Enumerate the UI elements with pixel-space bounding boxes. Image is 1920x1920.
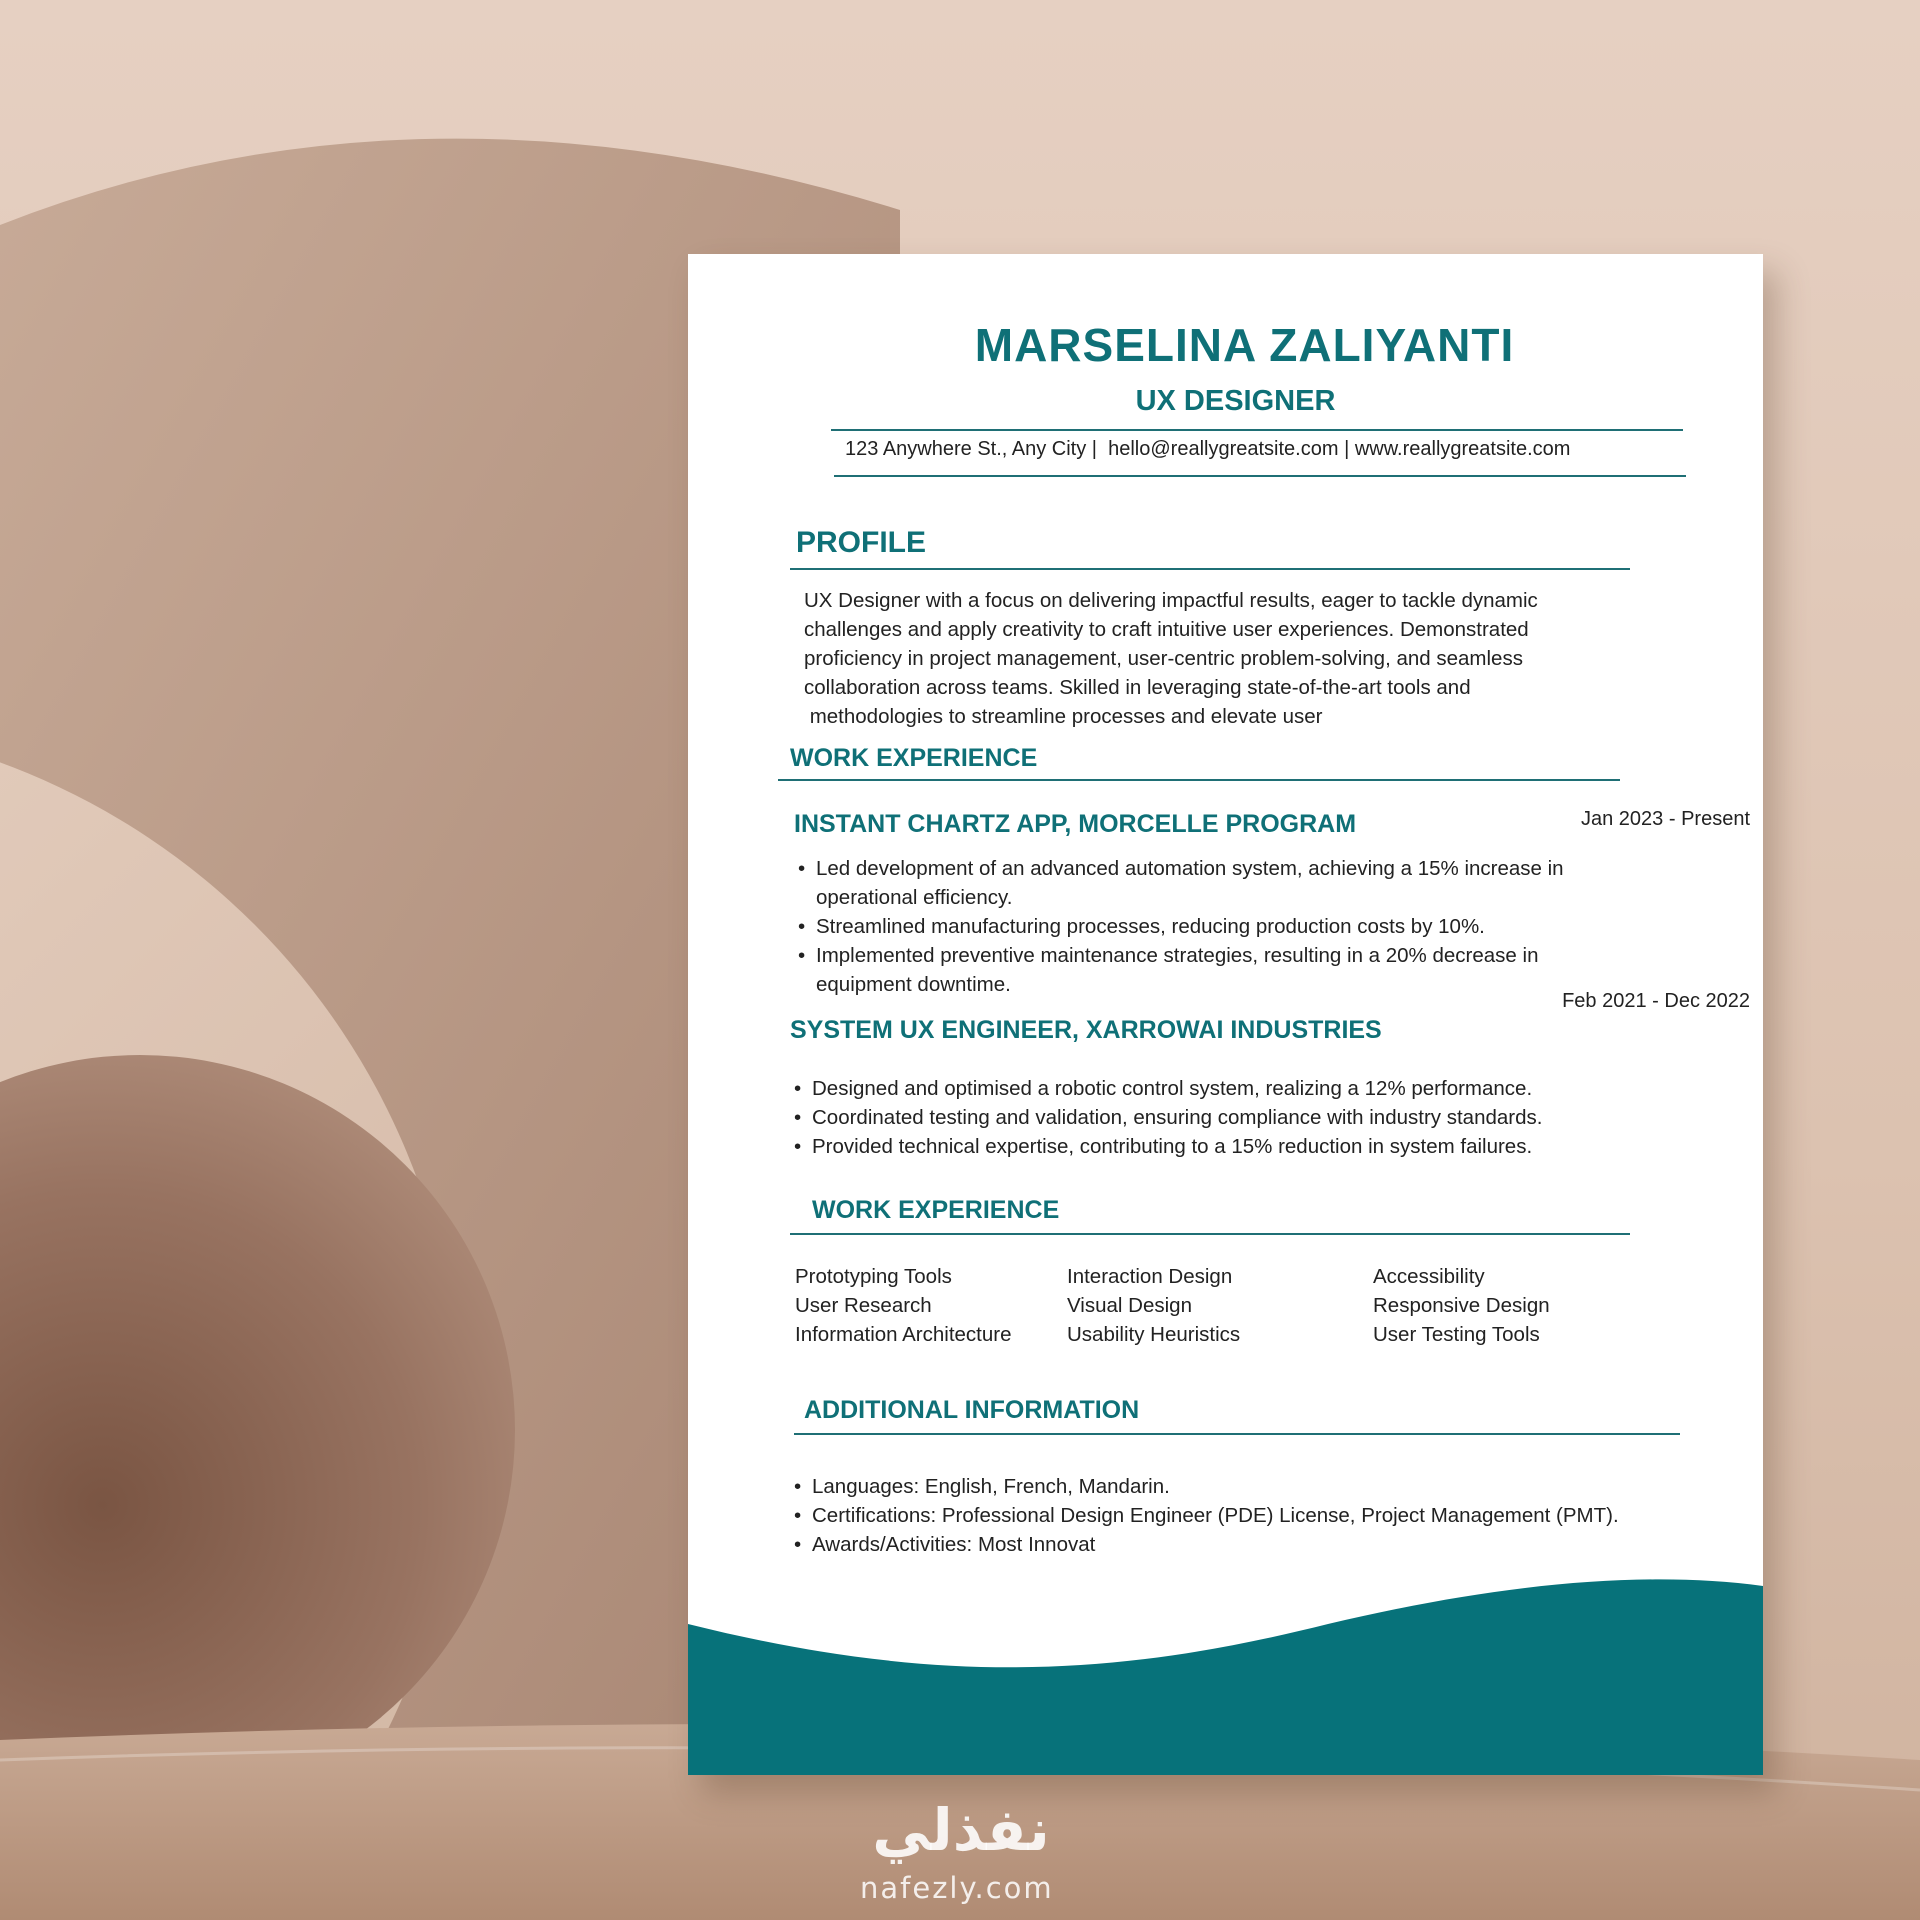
contact-top-divider — [831, 429, 1683, 431]
additional-divider — [794, 1433, 1680, 1435]
additional-bullet: • Certifications: Professional Design Engineer (PDE) License, Project Management (PMT). — [794, 1501, 1619, 1530]
additional-bullets — [794, 1472, 1619, 1559]
contact-bottom-divider — [834, 475, 1686, 477]
skill-item: Visual Design — [1067, 1294, 1192, 1317]
skill-item: User Research — [795, 1294, 932, 1317]
job-date: Feb 2021 - Dec 2022 — [1562, 990, 1750, 1012]
skill-item: Responsive Design — [1373, 1294, 1550, 1317]
watermark-logo — [852, 1795, 1070, 1865]
job-date: Jan 2023 - Present — [1581, 808, 1750, 830]
skill-item: Prototyping Tools — [795, 1265, 952, 1288]
job-bullets — [798, 854, 1564, 999]
resume-role: UX DESIGNER — [1135, 385, 1336, 417]
experience-heading: WORK EXPERIENCE — [790, 744, 1038, 772]
profile-line: proficiency in project management, user-centric problem-solving, and seamless — [804, 647, 1523, 670]
watermark-text: nafezly.com — [860, 1871, 1054, 1905]
job-bullets — [794, 1074, 1542, 1161]
svg-text:نفذلي: نفذلي — [872, 1796, 1050, 1864]
additional-bullet: • Languages: English, French, Mandarin. — [794, 1472, 1619, 1501]
skill-item: User Testing Tools — [1373, 1323, 1540, 1346]
skills-column — [1373, 1262, 1550, 1349]
resume-name: MARSELINA ZALIYANTI — [974, 319, 1515, 371]
job-bullet: • Provided technical expertise, contributing to a 15% reduction in system failures. — [794, 1132, 1542, 1161]
skill-item: Accessibility — [1373, 1265, 1485, 1288]
skills-heading: WORK EXPERIENCE — [812, 1196, 1060, 1224]
job-bullet: • Designed and optimised a robotic control system, realizing a 12% performance. — [794, 1074, 1542, 1103]
skills-column — [1067, 1262, 1240, 1349]
additional-bullet: • Awards/Activities: Most Innovat — [794, 1530, 1619, 1559]
skill-item: Usability Heuristics — [1067, 1323, 1241, 1346]
contact-line: 123 Anywhere St., Any City | hello@reallygreatsite.com | www.reallygreatsite.com — [845, 438, 1571, 460]
profile-heading: PROFILE — [796, 526, 927, 559]
profile-line: challenges and apply creativity to craft intuitive user experiences. Demonstrated — [804, 618, 1529, 641]
skills-column — [795, 1262, 1012, 1349]
footer-wave — [688, 1574, 1763, 1775]
skill-item: Interaction Design — [1067, 1265, 1233, 1288]
resume-sheet — [688, 254, 1763, 1775]
job-bullet-continuation: operational efficiency. — [816, 886, 1013, 909]
job-bullet: • Streamlined manufacturing processes, reducing production costs by 10%. — [798, 912, 1564, 941]
experience-divider — [778, 779, 1620, 781]
job-bullet: • Led development of an advanced automation system, achieving a 15% increase in — [798, 854, 1564, 883]
additional-heading: ADDITIONAL INFORMATION — [804, 1396, 1140, 1424]
skill-item: Information Architecture — [795, 1323, 1012, 1346]
job-title: SYSTEM UX ENGINEER, XARROWAI INDUSTRIES — [790, 1016, 1382, 1044]
profile-line: methodologies to streamline processes and elevate user — [804, 705, 1323, 728]
job-bullet: • Implemented preventive maintenance strategies, resulting in a 20% decrease in — [798, 941, 1564, 970]
profile-text — [804, 586, 1624, 731]
skills-divider — [790, 1233, 1630, 1235]
job-bullet: • Coordinated testing and validation, ensuring compliance with industry standards. — [794, 1103, 1542, 1132]
job-bullet-continuation: equipment downtime. — [816, 973, 1011, 996]
profile-line: collaboration across teams. Skilled in leveraging state-of-the-art tools and — [804, 676, 1471, 699]
profile-line: UX Designer with a focus on delivering impactful results, eager to tackle dynamic — [804, 589, 1538, 612]
job-title: INSTANT CHARTZ APP, MORCELLE PROGRAM — [794, 810, 1357, 838]
profile-divider — [790, 568, 1630, 570]
